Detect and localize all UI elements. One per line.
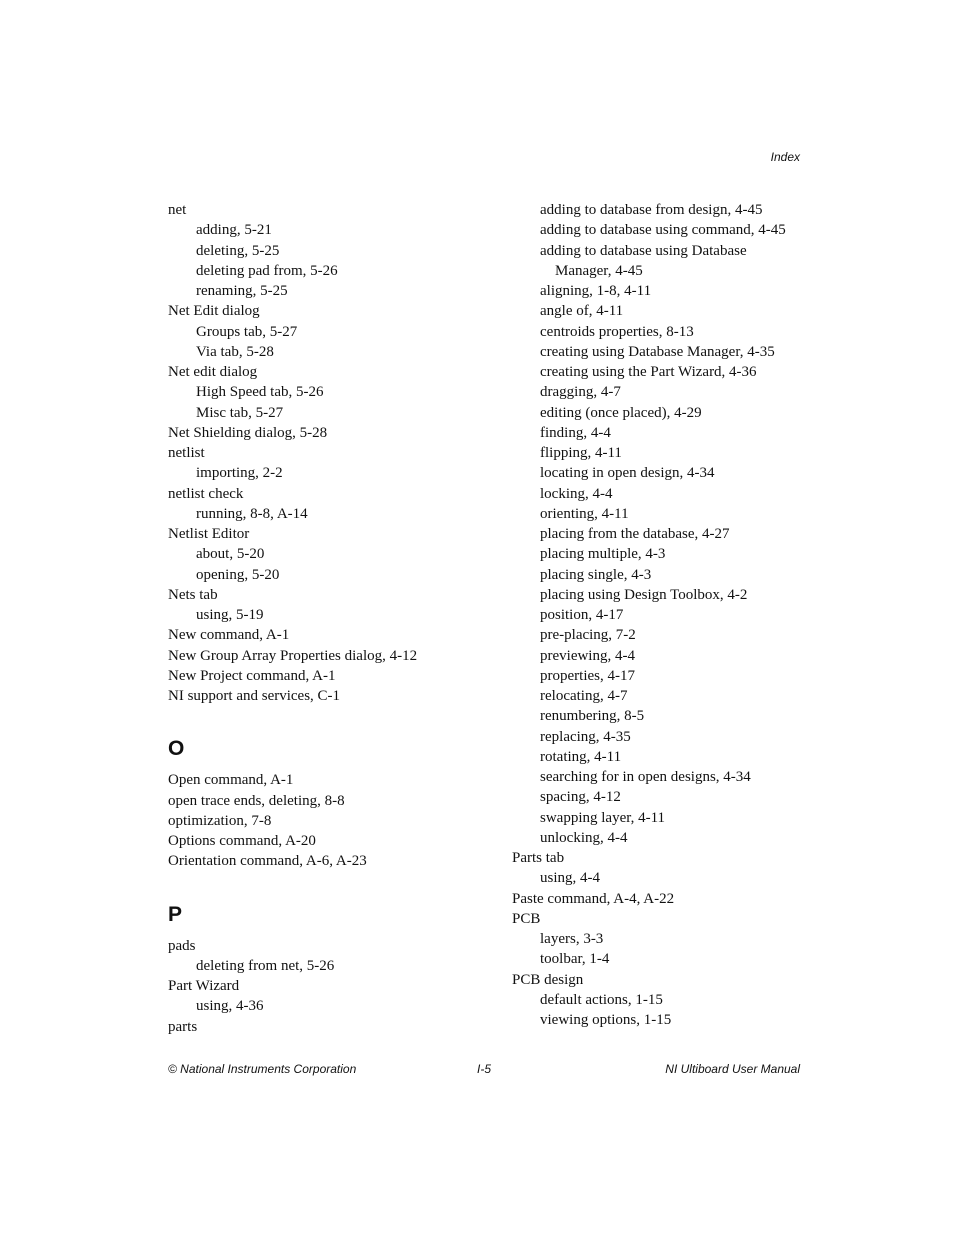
index-subentry: using, 4-4 [540,870,600,887]
index-subentry: High Speed tab, 5-26 [196,384,324,401]
index-subentry: about, 5-20 [196,546,265,563]
running-head-title: Index [770,150,800,164]
index-subentry: replacing, 4-35 [540,728,631,745]
index-entry: open trace ends, deleting, 8-8 [168,792,345,809]
footer-page-number: I-5 [477,1062,492,1076]
index-subentry: adding, 5-21 [196,222,272,239]
index-subentry: finding, 4-4 [540,424,611,441]
index-subentry: aligning, 1-8, 4-11 [540,283,652,299]
index-entry: Open command, A-1 [168,772,294,789]
index-subentry: adding to database using Database [540,242,747,259]
index-subentry: pre-placing, 7-2 [540,627,636,644]
index-entry: parts [168,1018,198,1035]
index-subentry: creating using the Part Wizard, 4-36 [540,364,757,380]
index-entry: Part Wizard [168,978,240,994]
index-entry: optimization, 7-8 [168,812,272,829]
index-subentry: placing multiple, 4-3 [540,546,666,563]
index-subentry: layers, 3-3 [540,931,604,947]
index-group-p [168,936,498,1037]
index-subentry: swapping layer, 4-11 [540,809,666,826]
index-entry: New Group Array Properties dialog, 4-12 [168,647,418,664]
index-entry: New command, A-1 [168,627,290,644]
index-subentry: rotating, 4-11 [540,748,622,765]
section-letter-o: O [168,737,185,761]
index-column-right [512,200,812,1030]
index-subentry: Misc tab, 5-27 [196,404,284,421]
index-subentry: position, 4-17 [540,607,624,623]
index-subentry: locking, 4-4 [540,485,613,502]
index-entry: PCB design [512,971,584,988]
index-subentry: placing using Design Toolbox, 4-2 [540,586,748,603]
index-subentry: renaming, 5-25 [196,283,288,299]
index-subentry: locating in open design, 4-34 [540,465,715,482]
index-group-o [168,770,498,871]
index-entry: pads [168,937,196,954]
index-subentry: flipping, 4-11 [540,445,622,461]
index-subentry: dragging, 4-7 [540,384,621,401]
index-subentry: centroids properties, 8-13 [540,323,694,340]
index-subentry: renumbering, 8-5 [540,708,645,725]
index-subentry: adding to database from design, 4-45 [540,202,763,218]
index-subentry: previewing, 4-4 [540,647,635,664]
index-subentry: Groups tab, 5-27 [196,323,298,340]
index-subentry: creating using Database Manager, 4-35 [540,343,775,360]
index-entry: NI support and services, C-1 [168,688,341,704]
index-subentry: searching for in open designs, 4-34 [540,769,751,785]
footer-copyright: © National Instruments Corporation [168,1062,357,1076]
index-subentry: adding to database using command, 4-45 [540,222,786,239]
index-entry: netlist [168,445,205,461]
index-subentry: properties, 4-17 [540,667,635,684]
index-group-parts-continued [512,200,812,1030]
index-entry: Orientation command, A-6, A-23 [168,853,367,870]
index-entry: net [168,202,187,218]
index-subentry: relocating, 4-7 [540,688,628,704]
index-subentry: orienting, 4-11 [540,505,629,522]
index-subentry: unlocking, 4-4 [540,829,628,846]
index-subentry: default actions, 1-15 [540,991,663,1008]
index-entry: Net Edit dialog [168,303,260,320]
index-subentry: using, 4-36 [196,998,264,1015]
index-subentry: opening, 5-20 [196,566,280,583]
index-subentry: placing single, 4-3 [540,566,652,583]
index-entry: New Project command, A-1 [168,667,336,684]
index-subentry: running, 8-8, A-14 [196,505,308,522]
index-subentry: using, 5-19 [196,607,264,623]
index-subentry: toolbar, 1-4 [540,951,610,968]
index-entry: Netlist Editor [168,526,250,542]
index-subentry: editing (once placed), 4-29 [540,404,702,421]
index-subentry: deleting pad from, 5-26 [196,262,338,279]
index-subentry: Manager, 4-45 [555,262,643,279]
index-subentry: Via tab, 5-28 [196,343,274,360]
index-subentry: deleting from net, 5-26 [196,957,335,974]
index-subentry: angle of, 4-11 [540,303,624,320]
index-entry: PCB [512,910,541,927]
index-entry: Net Shielding dialog, 5-28 [168,424,328,441]
index-entry: Nets tab [168,586,218,603]
index-subentry: placing from the database, 4-27 [540,526,730,542]
index-group-n [168,200,498,706]
index-subentry: deleting, 5-25 [196,242,280,259]
footer-manual-title: NI Ultiboard User Manual [665,1062,800,1076]
index-entry: Options command, A-20 [168,833,316,849]
index-entry: netlist check [168,485,244,502]
index-column-left [168,200,498,1037]
index-entry: Net edit dialog [168,364,258,380]
section-letter-p: P [168,902,183,926]
index-subentry: importing, 2-2 [196,465,283,482]
index-subentry: viewing options, 1-15 [540,1012,672,1028]
index-entry: Paste command, A-4, A-22 [512,890,675,907]
index-subentry: spacing, 4-12 [540,789,621,806]
index-entry: Parts tab [512,850,565,866]
